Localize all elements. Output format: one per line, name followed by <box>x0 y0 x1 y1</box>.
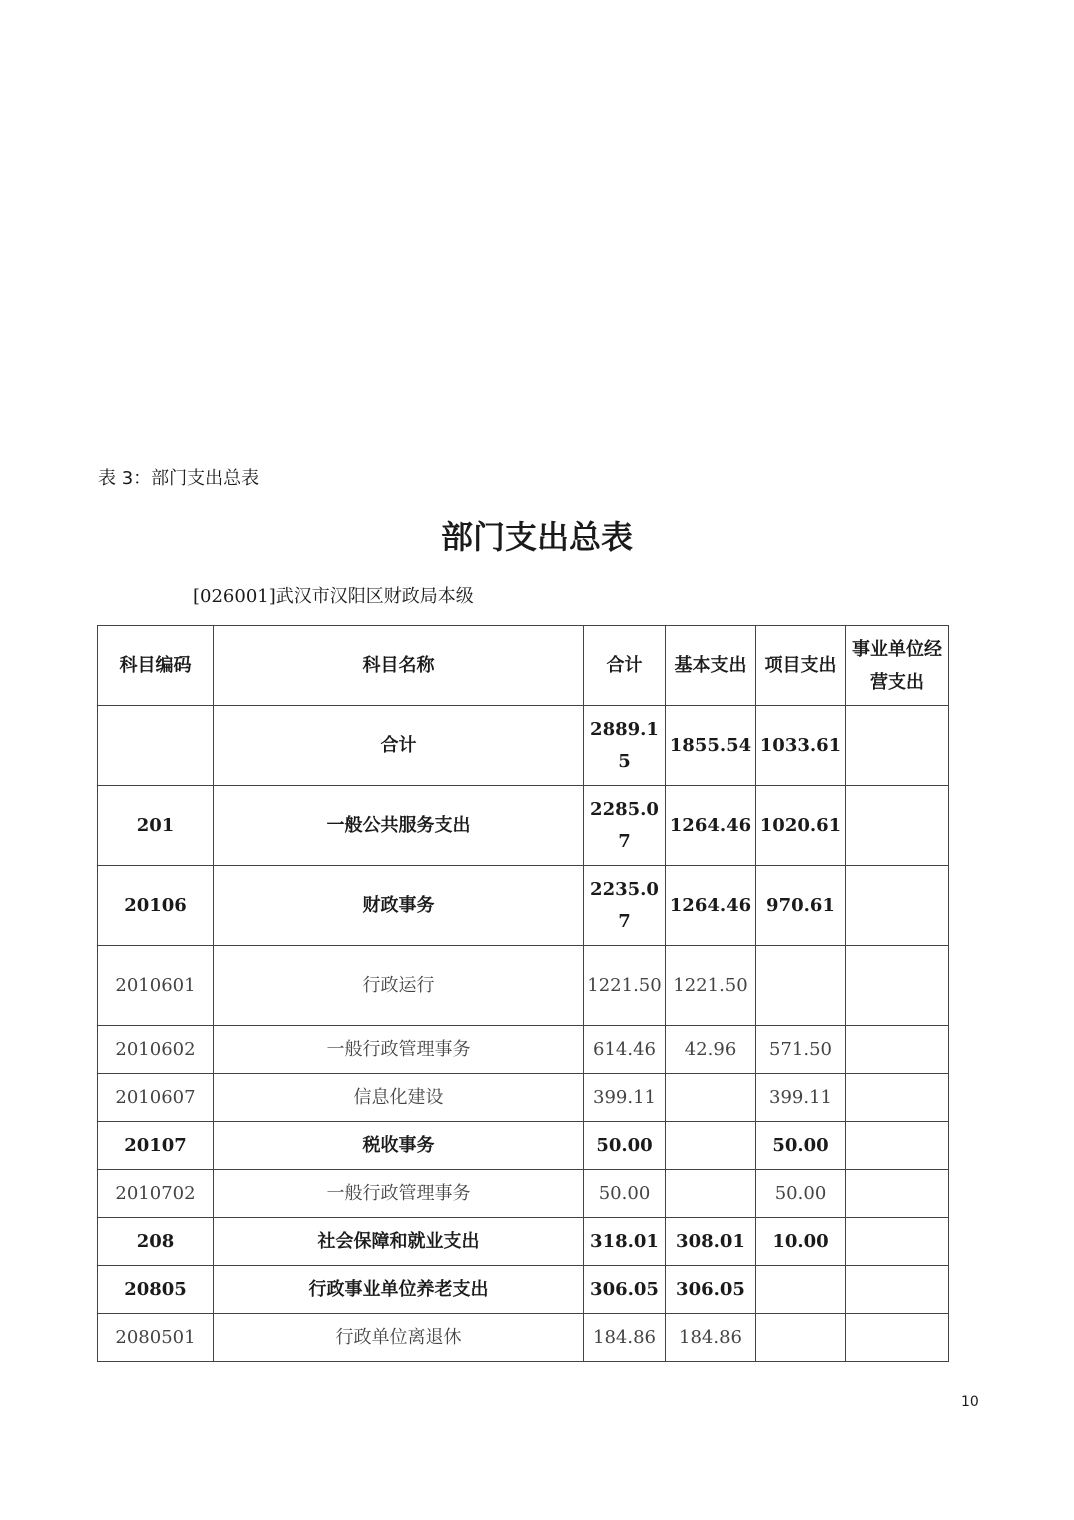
table-row <box>98 866 949 946</box>
unit-label: [026001]武汉市汉阳区财政局本级 <box>193 586 474 607</box>
row-code-cell: 2080501 <box>98 1314 214 1362</box>
row-business-cell <box>846 786 949 866</box>
table-row <box>98 1314 949 1362</box>
row-name-cell: 行政事业单位养老支出 <box>214 1266 584 1314</box>
row-basic-cell: 306.05 <box>666 1266 756 1314</box>
row-name-cell: 一般公共服务支出 <box>214 786 584 866</box>
table-caption: 表 3：部门支出总表 <box>98 468 260 489</box>
row-business-cell <box>846 1170 949 1218</box>
row-project-cell: 970.61 <box>756 866 846 946</box>
table-row <box>98 706 949 786</box>
row-name-cell: 行政运行 <box>214 946 584 1026</box>
row-code-cell: 20805 <box>98 1266 214 1314</box>
row-project-cell: 1033.61 <box>756 706 846 786</box>
row-name-cell: 社会保障和就业支出 <box>214 1218 584 1266</box>
table-row <box>98 1218 949 1266</box>
row-code-cell: 2010602 <box>98 1026 214 1074</box>
row-code-cell: 2010702 <box>98 1170 214 1218</box>
row-total-cell: 2285.07 <box>584 786 666 866</box>
row-code-cell: 20107 <box>98 1122 214 1170</box>
row-code-cell: 2010601 <box>98 946 214 1026</box>
row-total-cell: 1221.50 <box>584 946 666 1026</box>
row-name-cell: 财政事务 <box>214 866 584 946</box>
row-business-cell <box>846 1122 949 1170</box>
row-business-cell <box>846 866 949 946</box>
page-title: 部门支出总表 <box>440 518 633 556</box>
row-project-cell <box>756 1266 846 1314</box>
row-project-cell: 1020.61 <box>756 786 846 866</box>
page-number: 10 <box>961 1394 979 1410</box>
row-name-cell: 一般行政管理事务 <box>214 1026 584 1074</box>
table-row <box>98 1170 949 1218</box>
header-code: 科目编码 <box>98 626 214 706</box>
row-business-cell <box>846 946 949 1026</box>
row-business-cell <box>846 1026 949 1074</box>
row-name-cell: 税收事务 <box>214 1122 584 1170</box>
header-business: 事业单位经营支出 <box>846 626 949 706</box>
row-code-cell: 20106 <box>98 866 214 946</box>
row-project-cell <box>756 946 846 1026</box>
row-code-cell <box>98 706 214 786</box>
table-row <box>98 1026 949 1074</box>
row-business-cell <box>846 1266 949 1314</box>
row-total-cell: 2235.07 <box>584 866 666 946</box>
row-total-cell: 50.00 <box>584 1170 666 1218</box>
row-basic-cell <box>666 1170 756 1218</box>
row-business-cell <box>846 1314 949 1362</box>
row-basic-cell <box>666 1122 756 1170</box>
row-total-cell: 2889.15 <box>584 706 666 786</box>
row-project-cell: 50.00 <box>756 1122 846 1170</box>
row-basic-cell: 1221.50 <box>666 946 756 1026</box>
row-code-cell: 208 <box>98 1218 214 1266</box>
table-header-row <box>98 626 949 706</box>
header-name: 科目名称 <box>214 626 584 706</box>
row-business-cell <box>846 706 949 786</box>
row-basic-cell <box>666 1074 756 1122</box>
row-project-cell <box>756 1314 846 1362</box>
header-basic: 基本支出 <box>666 626 756 706</box>
row-total-cell: 399.11 <box>584 1074 666 1122</box>
row-total-cell: 318.01 <box>584 1218 666 1266</box>
row-name-cell: 合计 <box>214 706 584 786</box>
expenditure-table <box>97 625 949 1362</box>
row-business-cell <box>846 1218 949 1266</box>
row-project-cell: 399.11 <box>756 1074 846 1122</box>
row-name-cell: 行政单位离退休 <box>214 1314 584 1362</box>
row-basic-cell: 1264.46 <box>666 866 756 946</box>
row-total-cell: 306.05 <box>584 1266 666 1314</box>
row-basic-cell: 184.86 <box>666 1314 756 1362</box>
table-row <box>98 1122 949 1170</box>
table-row <box>98 1074 949 1122</box>
row-basic-cell: 1264.46 <box>666 786 756 866</box>
table-row <box>98 1266 949 1314</box>
header-project: 项目支出 <box>756 626 846 706</box>
row-business-cell <box>846 1074 949 1122</box>
row-code-cell: 201 <box>98 786 214 866</box>
row-project-cell: 50.00 <box>756 1170 846 1218</box>
row-basic-cell: 1855.54 <box>666 706 756 786</box>
row-project-cell: 571.50 <box>756 1026 846 1074</box>
row-name-cell: 信息化建设 <box>214 1074 584 1122</box>
row-project-cell: 10.00 <box>756 1218 846 1266</box>
row-total-cell: 50.00 <box>584 1122 666 1170</box>
row-total-cell: 184.86 <box>584 1314 666 1362</box>
row-name-cell: 一般行政管理事务 <box>214 1170 584 1218</box>
row-basic-cell: 42.96 <box>666 1026 756 1074</box>
row-basic-cell: 308.01 <box>666 1218 756 1266</box>
table-row <box>98 786 949 866</box>
row-total-cell: 614.46 <box>584 1026 666 1074</box>
header-total: 合计 <box>584 626 666 706</box>
table-row <box>98 946 949 1026</box>
row-code-cell: 2010607 <box>98 1074 214 1122</box>
